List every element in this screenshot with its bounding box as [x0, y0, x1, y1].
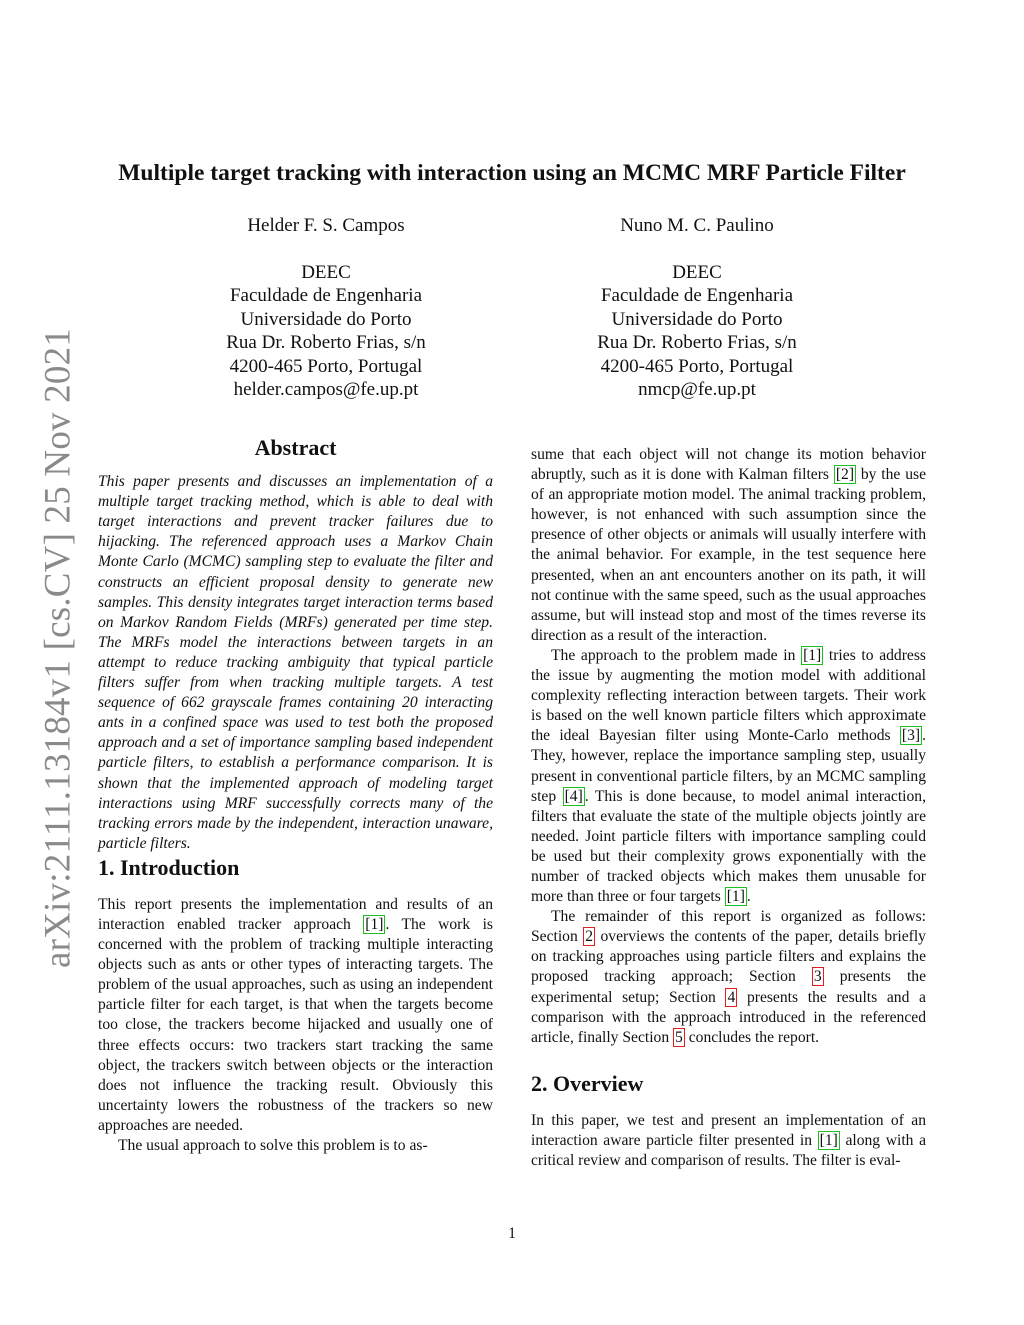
overview-heading: 2. Overview [531, 1070, 644, 1096]
author-affiliation [527, 261, 867, 402]
author-affiliation [156, 261, 496, 402]
affiliation-line: Universidade do Porto [240, 308, 412, 330]
overview-paragraph-1 [531, 1111, 926, 1171]
text-span: . [746, 888, 751, 906]
affiliation-line: 4200-465 Porto, Portugal [229, 355, 423, 377]
right-column [531, 445, 926, 1171]
text-span: . This is done because, to model animal interaction, filters that evaluate the state of the multiple objects jointly are needed. Joint particle filters with importance sampling could be used but their complexity grows exponentially with the number of tracked objects which makes them unusable for more than three or four targets [531, 787, 926, 906]
citation-link[interactable]: [3] [901, 727, 921, 745]
text-span: This report presents the implementation and results of an interaction enabled tracker approach [98, 895, 493, 933]
page-number: 1 [508, 1225, 516, 1242]
intro-paragraph-1 [98, 895, 493, 1136]
citation-link[interactable]: [1] [726, 888, 745, 906]
text-span: presents the experimental setup; Section [531, 968, 926, 1006]
intro-paragraph-2-cont [531, 445, 926, 646]
text-span: sume that each object will not change its motion behavior abruptly, such as it is done with Kalman filters [531, 446, 926, 484]
abstract-heading: Abstract [254, 435, 337, 460]
text-span: In this paper, we test and present an implementation of an interaction aware particle filter presented in [531, 1111, 926, 1149]
text-span: . They, however, replace the importance sampling step, usually present in conventional particle filters, by an MCMC sampling step [531, 727, 926, 805]
citation-link[interactable]: [2] [835, 466, 855, 484]
author-name: Nuno M. C. Paulino [620, 215, 774, 236]
text-span: The remainder of this report is organized as follows: Section [531, 908, 926, 946]
affiliation-line: 4200-465 Porto, Portugal [600, 355, 794, 377]
section-link[interactable]: 4 [727, 988, 736, 1006]
author-email[interactable]: nmcp@fe.up.pt [638, 379, 756, 400]
text-span: by the use of an appropriate motion model. The animal tracking problem, however, is not enhanced with such assumption since the presence of other objects or animals will usually interfere with the animal behavior. For example, in the test sequence here presented, when an ant encounters another on its path, it will not continue with the same speed, such as the usual approaches assume, but will instead stop and most of the times reverse its direction as a result of the interaction. [531, 466, 926, 644]
text-span: concludes the report. [684, 1028, 820, 1046]
section-link[interactable]: 3 [813, 968, 822, 986]
text-span: along with a critical review and comparison of results. The filter is eval- [531, 1131, 926, 1169]
author-block-1 [156, 214, 496, 402]
arxiv-identifier: arXiv:2111.13184v1 [cs.CV] 25 Nov 2021 [37, 328, 79, 968]
author-name: Helder F. S. Campos [247, 215, 405, 236]
abstract-text: This paper presents and discusses an implementation of a multiple target tracking method, which is able to deal with target interactions and prevent tracker failures due to hijacking. The referenced approach uses a Markov Chain Monte Carlo (MCMC) sampling step to evaluate the filter and constructs an efficient proposal density to generate new samples. This density integrates target interaction terms based on Markov Random Fields (MRFs) generated per time step. The MRFs model the interactions between targets in an attempt to reduce tracking ambiguity that typical particle filters suffer from when tracking multiple targets. A test sequence of 662 grayscale frames containing 20 interacting ants in a confined space was used to test both the proposed approach and a set of importance sampling based independent particle filters, to establish a performance comparison. It is shown that the implemented approach of modeling target interactions using MRF successfully corrects many of the tracking errors made by the independent, interaction unaware, particle filters. [98, 473, 493, 852]
text-span: overviews the contents of the paper, details briefly on tracking approaches using particle filters and explains the proposed tracking approach; Section [531, 928, 926, 986]
citation-link[interactable]: [1] [803, 646, 822, 664]
text-span: tries to address the issue by augmenting the motion model with additional complexity reflecting interaction between targets. Their work is based on the well known particle filters which approximate the ideal Bayesian filter using Monte-Carlo methods [531, 646, 926, 745]
affiliation-line: Universidade do Porto [611, 308, 783, 330]
section-link[interactable]: 5 [675, 1028, 683, 1046]
affiliation-line: Rua Dr. Roberto Frias, s/n [226, 332, 426, 353]
affiliation-line: DEEC [672, 261, 722, 283]
intro-paragraph-3 [531, 646, 926, 907]
citation-link[interactable]: [4] [564, 787, 583, 805]
intro-paragraph-4 [531, 907, 926, 1048]
citation-link[interactable]: [1] [819, 1131, 838, 1149]
citation-link[interactable]: [1] [365, 915, 384, 933]
left-column [98, 435, 493, 1156]
text-span: . The work is concerned with the problem of tracking multiple interacting objects such as ants or other types of interacting targets. The problem of the usual approaches, such as using an independent particle filter for each target, is that when the targets become too close, the trackers become hijacked and usually one of three effects occurs: two trackers start tracking the same object, the trackers switch between objects or the interaction does not influence the tracking result. Obviously this uncertainty lowers the robustness of the trackers so new approaches are needed. [98, 915, 493, 1134]
author-email[interactable]: helder.campos@fe.up.pt [233, 379, 419, 400]
introduction-heading: 1. Introduction [98, 854, 240, 880]
affiliation-line: DEEC [301, 261, 351, 283]
section-link[interactable]: 2 [585, 928, 594, 946]
text-span: The approach to the problem made in [551, 646, 802, 664]
affiliation-line: Rua Dr. Roberto Frias, s/n [597, 332, 797, 353]
text-span: presents the results and a comparison with the approach introduced in the referenced article, finally Section [531, 988, 926, 1046]
affiliation-line: Faculdade de Engenharia [600, 285, 794, 306]
author-block-2 [527, 214, 867, 402]
paper-title: Multiple target tracking with interaction using an MCMC MRF Particle Filter [118, 160, 906, 186]
intro-paragraph-2-start: The usual approach to solve this problem is to as- [118, 1137, 428, 1154]
affiliation-line: Faculdade de Engenharia [229, 285, 423, 306]
